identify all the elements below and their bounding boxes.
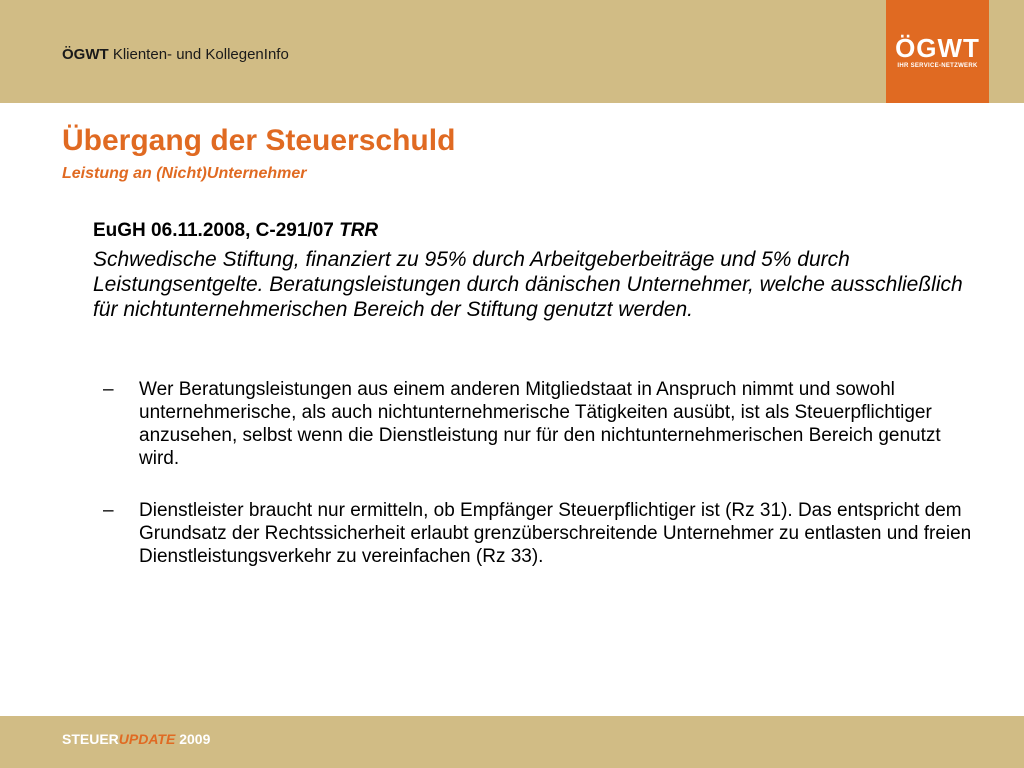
bullet-list [103, 378, 973, 568]
list-item [103, 499, 973, 568]
bullet-text: Dienstleister braucht nur ermitteln, ob Empfänger Steuerpflichtiger ist (Rz 31). Das entspricht dem Grundsatz der Rechtssicherheit erlaubt grenzüberschreitende Unternehmer zu entlasten und freien Dienstleistungsverkehr zu vereinfachen (Rz 33). [139, 500, 972, 567]
header-title-rest: Klienten- und KollegenInfo [112, 46, 289, 63]
case-ref-text: EuGH 06.11.2008, C-291/07 [93, 220, 334, 241]
slide-subtitle: Leistung an (Nicht)Unternehmer [62, 165, 307, 182]
logo-tagline: IHR SERVICE-NETZWERK [897, 62, 978, 69]
header-title [62, 46, 289, 63]
footer-update: UPDATE [118, 731, 176, 747]
logo-mark: ÖGWT [895, 32, 980, 63]
bullet-dash: – [103, 500, 114, 521]
bullet-dash: – [103, 379, 114, 400]
header-brand: ÖGWT [62, 46, 109, 63]
footer-label [62, 731, 210, 747]
footer-steuer: STEUER [62, 731, 119, 747]
slide-title: Übergang der Steuerschuld [62, 124, 456, 157]
case-reference [93, 218, 378, 244]
case-abbreviation: TRR [339, 220, 379, 241]
list-item [103, 378, 973, 470]
footer-year: 2009 [175, 731, 211, 747]
case-description: Schwedische Stiftung, finanziert zu 95% durch Arbeitgeberbeiträge und 5% durch Leistungsentgelte. Beratungsleistungen durch dänischen Unternehmer, welche ausschließlich für nichtunternehmerischen Bereich der Stiftung genutzt werden. [93, 248, 963, 321]
oegwt-logo [886, 0, 989, 103]
bullet-text: Wer Beratungsleistungen aus einem anderen Mitgliedstaat in Anspruch nimmt und sowohl unternehmerische, als auch nichtunternehmerische Tätigkeiten ausübt, ist als Steuerpflichtiger anzusehen, selbst wenn die Dienstleistung nur für den nichtunternehmerischen Bereich genutzt wird. [139, 379, 941, 469]
